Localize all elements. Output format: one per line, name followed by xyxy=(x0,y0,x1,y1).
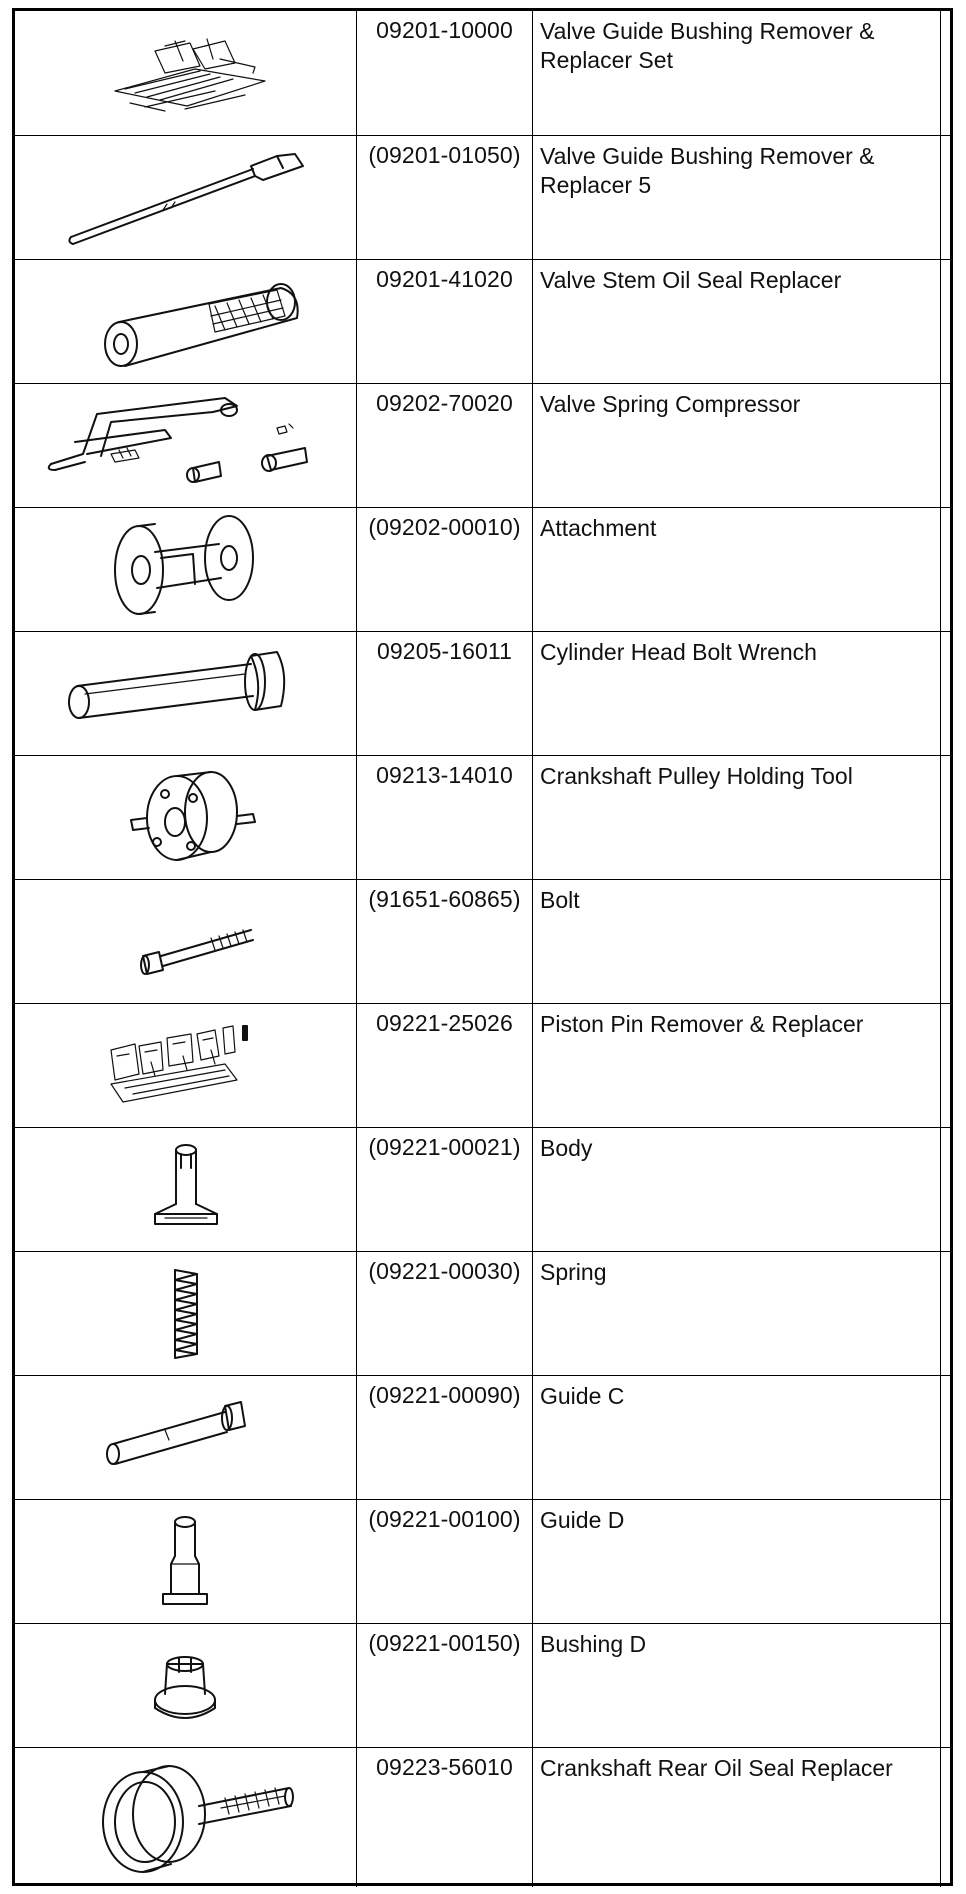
rear-oil-seal-replacer-icon xyxy=(15,1748,357,1887)
tool-name: Spring xyxy=(533,1252,941,1376)
bolt-icon xyxy=(15,880,357,1004)
table-row xyxy=(15,259,950,384)
table-row xyxy=(15,135,950,260)
tool-name: Valve Spring Compressor xyxy=(533,384,941,508)
tool-name: Crankshaft Rear Oil Seal Replacer xyxy=(533,1748,941,1887)
tool-name: Bolt xyxy=(533,880,941,1004)
part-number: 09201-10000 xyxy=(357,11,533,135)
table-row xyxy=(15,1127,950,1252)
table-row xyxy=(15,507,950,632)
attachment-icon xyxy=(15,508,357,632)
part-number: 09213-14010 xyxy=(357,756,533,880)
pulley-holder-icon xyxy=(15,756,357,880)
table-row xyxy=(15,1747,950,1887)
tool-name: Attachment xyxy=(533,508,941,632)
part-number: (09202-00010) xyxy=(357,508,533,632)
tool-name: Body xyxy=(533,1128,941,1252)
spring-icon xyxy=(15,1252,357,1376)
table-row xyxy=(15,1623,950,1748)
part-number: (91651-60865) xyxy=(357,880,533,1004)
part-number: (09221-00100) xyxy=(357,1500,533,1624)
table-row xyxy=(15,383,950,508)
part-number: (09221-00030) xyxy=(357,1252,533,1376)
bolt-wrench-icon xyxy=(15,632,357,756)
bushing-remover-rod-icon xyxy=(15,136,357,260)
guide-c-icon xyxy=(15,1376,357,1500)
table-row xyxy=(15,879,950,1004)
bushing-d-icon xyxy=(15,1624,357,1748)
table-row xyxy=(15,1003,950,1128)
table-row xyxy=(15,1499,950,1624)
part-number: 09223-56010 xyxy=(357,1748,533,1887)
tool-name: Guide C xyxy=(533,1376,941,1500)
piston-pin-tool-set-icon xyxy=(15,1004,357,1128)
spring-compressor-icon xyxy=(15,384,357,508)
table-row xyxy=(15,631,950,756)
tool-name: Guide D xyxy=(533,1500,941,1624)
part-number: 09202-70020 xyxy=(357,384,533,508)
table-row xyxy=(15,755,950,880)
part-number: (09221-00150) xyxy=(357,1624,533,1748)
tool-name: Valve Guide Bushing Remover & Replacer 5 xyxy=(533,136,941,260)
tool-name: Cylinder Head Bolt Wrench xyxy=(533,632,941,756)
tool-name: Valve Guide Bushing Remover & Replacer Set xyxy=(533,11,941,135)
part-number: 09201-41020 xyxy=(357,260,533,384)
guide-d-icon xyxy=(15,1500,357,1624)
part-number: (09221-00090) xyxy=(357,1376,533,1500)
part-number: 09205-16011 xyxy=(357,632,533,756)
part-number: 09221-25026 xyxy=(357,1004,533,1128)
table-row xyxy=(15,1375,950,1500)
oil-seal-replacer-icon xyxy=(15,260,357,384)
tool-name: Piston Pin Remover & Replacer xyxy=(533,1004,941,1128)
part-number: (09201-01050) xyxy=(357,136,533,260)
bushing-tool-set-icon xyxy=(15,11,357,135)
special-tools-table xyxy=(12,8,953,1886)
part-number: (09221-00021) xyxy=(357,1128,533,1252)
tool-name: Crankshaft Pulley Holding Tool xyxy=(533,756,941,880)
tool-name: Bushing D xyxy=(533,1624,941,1748)
table-row xyxy=(15,11,950,135)
body-icon xyxy=(15,1128,357,1252)
table-row xyxy=(15,1251,950,1376)
tool-name: Valve Stem Oil Seal Replacer xyxy=(533,260,941,384)
